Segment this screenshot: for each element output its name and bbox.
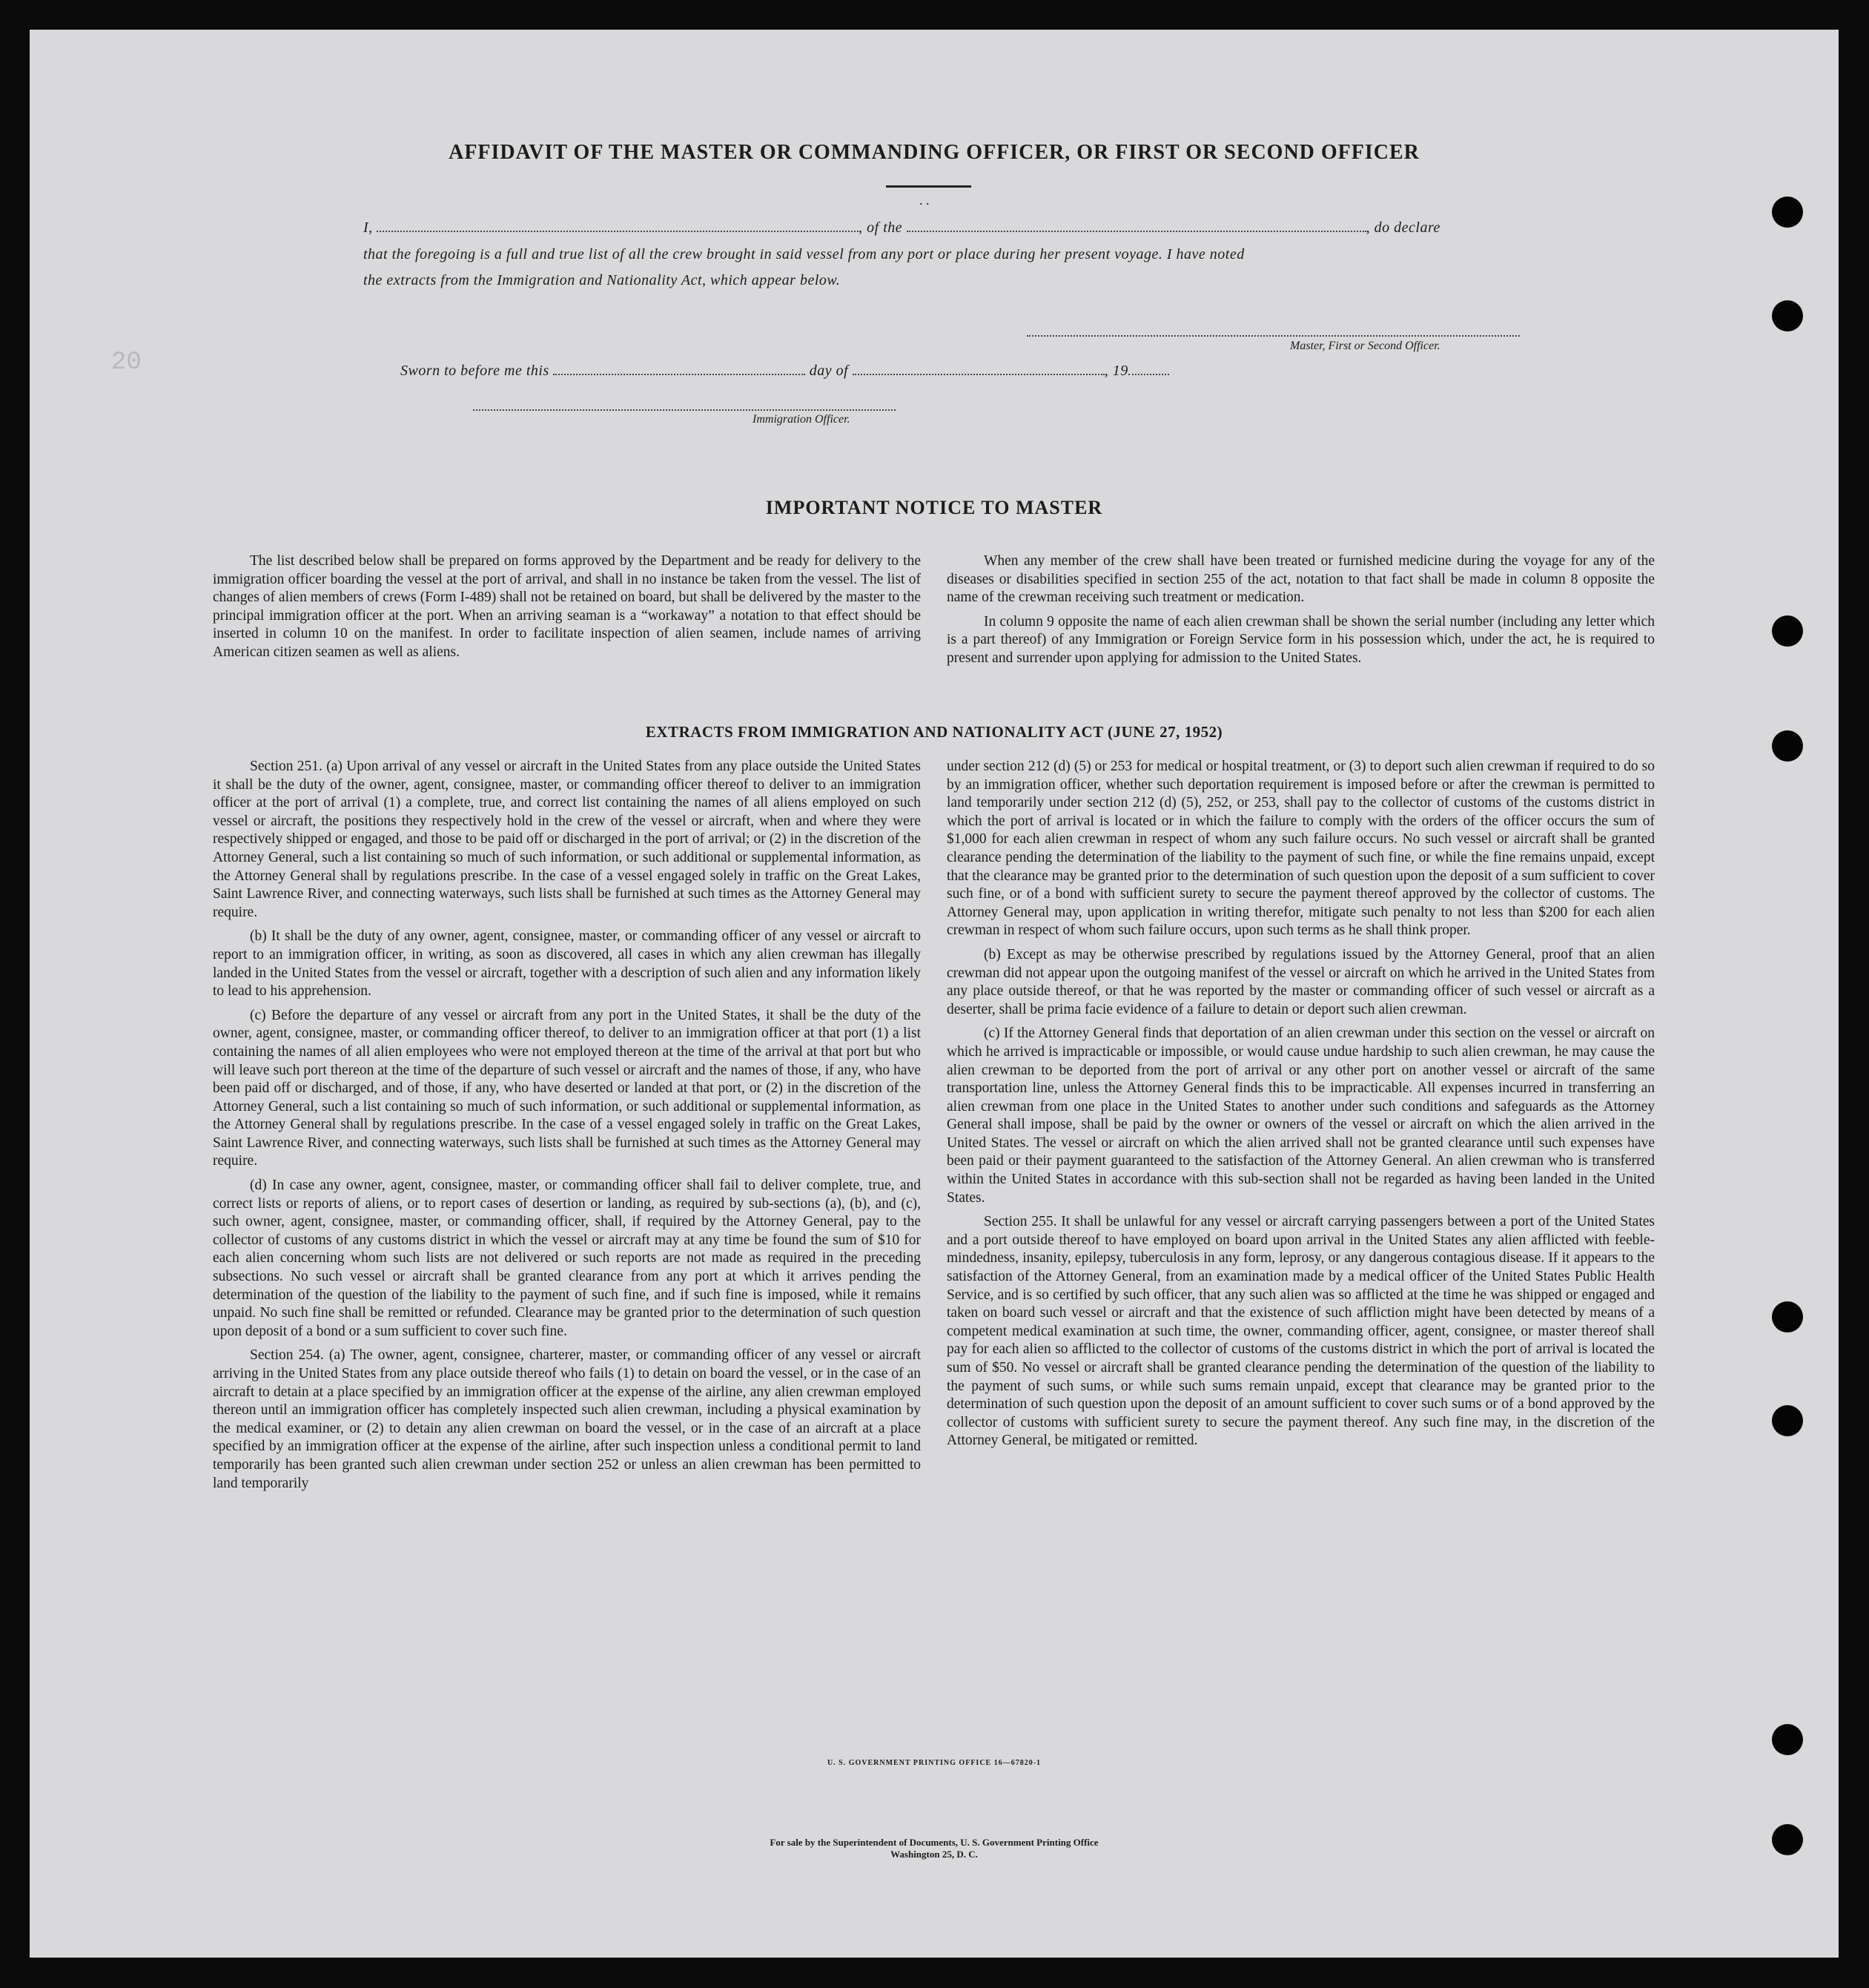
master-signature-line[interactable] xyxy=(1027,335,1520,337)
extracts-title: EXTRACTS FROM IMMIGRATION AND NATIONALITY ACT (JUNE 27, 1952) xyxy=(645,723,1223,741)
year-prefix-text: , 19 xyxy=(1104,363,1128,379)
extract-paragraph: under section 212 (d) (5) or 253 for medical or hospital treatment, or (3) to deport such alien crewman if required to do so by an immigration officer, whether such deportation requirement is imposed before or after the crewman is permitted to land temporarily under section 212 (d) (5), 252, or 253, shall pay to the collector of customs of the customs district in which the port of arrival is located or in which the failure to comply with the orders of the officer occurs the sum of $1,000 for each alien crewman in respect of whom any such failure occurs. No such vessel or aircraft shall be granted clearance pending the determination of the liability to the payment of such fine, or while the fine remains unpaid, except that the clearance may be granted prior to the determination of such question upon the deposit of a sum sufficient to cover such fine, or of a bond with sufficient surety to secure the payment thereof approved by the collector of customs. The Attorney General may, upon application in writing therefor, mitigate such penalty to not less than $200 for each alien crewman in respect of whom such failure occurs, upon such terms as he shall think proper. xyxy=(947,759,1655,939)
printing-office-line: U. S. GOVERNMENT PRINTING OFFICE 16—67820-1 xyxy=(827,1759,1042,1767)
extract-paragraph: Section 255. It shall be unlawful for any vessel or aircraft carrying passengers between a port of the United States and a port outside thereof to have employed on board upon arrival in the United States any alien afflicted with feeble-mindedness, insanity, epilepsy, tuberculosis in any form, leprosy, or any dangerous contagious disease. If it appears to the satisfaction of the Attorney General, from an examination made by a medical officer of the United States Public Health Service, and is so certified by such officer, that any such alien was so afflicted at the time he was shipped or engaged and taken on board such vessel or aircraft and that the existence of such affliction might have been detected by means of a competent medical examination at such time, the owner, commanding officer, agent, consignee, or master thereof shall pay for each alien so afflicted to the collector of customs of the customs district in which the port of arrival is located the sum of $50. No vessel or aircraft shall be granted clearance pending the determination of the question of the liability to the payment of such sums, or while such sums remain unpaid, except that clearance may be granted prior to the determination of such question upon the deposit of an amount sufficient to cover such sums or of a bond approved by the collector of customs with sufficient surety to secure the payment thereof. Any such fine may, in the discretion of the Attorney General, be mitigated or remitted. xyxy=(947,1214,1655,1449)
notice-left-column xyxy=(213,552,921,668)
officer-signature-label: Immigration Officer. xyxy=(752,413,850,426)
punch-hole xyxy=(1772,615,1803,647)
extract-paragraph: (b) Except as may be otherwise prescribed by regulations issued by the Attorney General, proof that an alien crewman did not appear upon the outgoing manifest of the vessel or aircraft on which he arrived in the United States from any place outside thereof, or that he was reported by the master or commanding officer of such vessel or aircraft as a deserter, shall be prima facie evidence of a failure to detain or deport such alien crewman. xyxy=(947,946,1655,1017)
declarant-prefix: I, xyxy=(363,219,373,236)
sale-notice-line-1: For sale by the Superintendent of Documents, U. S. Government Printing Office xyxy=(770,1837,1099,1848)
punch-hole xyxy=(1772,197,1803,228)
sale-notice-line-2: Washington 25, D. C. xyxy=(890,1849,978,1860)
title-rule xyxy=(886,185,971,188)
punch-hole xyxy=(1772,1301,1803,1333)
declaration-line-3: the extracts from the Immigration and Nationality Act, which appear below. xyxy=(363,272,841,288)
do-declare-text: , do declare xyxy=(1366,219,1440,236)
sworn-text: Sworn to before me this xyxy=(400,363,549,379)
punch-hole xyxy=(1772,1405,1803,1436)
punch-hole xyxy=(1772,1724,1803,1755)
extract-paragraph: (c) Before the departure of any vessel or aircraft from any port in the United States, it shall be the duty of the owner, agent, consignee, master, or commanding officer thereof, to deliver to an immigration officer at that port (1) a list containing the names of all alien employees who were not employed thereon at the time of the arrival at that port but who will leave such port thereon at the time of the departure of such vessel or aircraft and the names of those, if any, who have been paid off or discharged, and of those, if any, who have deserted or landed at that port, or (2) in the discretion of the Attorney General, such a list containing so much of such information, or such additional or supplemental information, as the Attorney General shall by regulations prescribe. In the case of a vessel engaged solely in traffic on the Great Lakes, Saint Lawrence River, and connecting waterways, such lists shall be furnished at such times as the Attorney General may require. xyxy=(213,1007,921,1169)
declaration-line-2: that the foregoing is a full and true list of all the crew brought in said vessel from any port or place during her present voyage. I have noted xyxy=(363,246,1245,262)
extracts-left-column xyxy=(213,758,921,1499)
notice-paragraph: When any member of the crew shall have been treated or furnished medicine during the voyage for any of the diseases or disabilities specified in section 255 of the act, notation to that fact shall be made in column 8 opposite the name of the crewman receiving such treatment or medication. xyxy=(947,553,1655,606)
notice-right-column xyxy=(947,552,1655,674)
officer-signature-line[interactable] xyxy=(473,409,896,411)
day-of-text: day of xyxy=(809,363,849,379)
notice-paragraph: The list described below shall be prepared on forms approved by the Department and be ready for delivery to the immigration officer boarding the vessel at the port of arrival, and shall in no instance be taken from the vessel. The list of changes of alien members of crews (Form I-489) shall not be retained on board, but shall be delivered by the master to the principal immigration officer at the port. When an arriving seaman is a “workaway” a notation to that effect should be inserted in column 10 on the manifest. In order to facilitate inspection of alien seamen, include names of arriving American citizen seamen as well as aliens. xyxy=(213,553,921,660)
extract-paragraph: (d) In case any owner, agent, consignee, master, or commanding officer shall fail to deliver complete, true, and correct lists or reports of aliens, or to report cases of desertion or landing, as required by sub-sections (a), (b), and (c), such owner, agent, consignee, master, or commanding officer, shall, if required by the Attorney General, pay to the collector of customs of any customs district in which the vessel or aircraft may at any time be found the sum of $10 for each alien concerning whom such lists are not delivered or such reports are not made as required in the preceding subsections. No such vessel or aircraft shall be granted clearance from any port at which it arrives pending the determination of the question of the liability to the payment of such fine, and if such fine is imposed, while it remains unpaid. No such fine shall be remitted or refunded. Clearance may be granted prior to the determination of such question upon deposit of a bond or a sum sufficient to cover such fine. xyxy=(213,1178,921,1339)
extract-paragraph: Section 254. (a) The owner, agent, consignee, charterer, master, or commanding officer of any vessel or aircraft arriving in the United States from any place outside thereof who fails (1) to detain on board the vessel, or in the case of an aircraft to detain at a place specified by an immigration officer at the expense of the airline, any alien crewman employed thereon until an immigration officer has completely inspected such alien crewman, including a physical examination by the medical examiner, or (2) to detain any alien crewman on board the vessel, or in the case of an aircraft at a place specified by an immigration officer at the expense of the airline, after such inspection unless a conditional permit to land temporarily has been granted such alien crewman under section 252 or unless an alien crewman has been permitted to land temporarily xyxy=(213,1347,921,1491)
extracts-right-column xyxy=(947,758,1655,1456)
vessel-field[interactable] xyxy=(907,219,1366,232)
notice-paragraph: In column 9 opposite the name of each alien crewman shall be shown the serial number (including any letter which is a part thereof) of any Immigration or Foreign Service form in his possession which, under the act, he is required to present and surrender upon applying for admission to the United States. xyxy=(947,613,1655,666)
name-field[interactable] xyxy=(377,219,859,232)
extract-paragraph: (b) It shall be the duty of any owner, agent, consignee, master, or commanding officer of any vessel or aircraft to report to an immigration officer, in writing, as soon as discovered, all cases in which any alien crewman has illegally landed in the United States from the vessel or aircraft, together with a description of such alien and any information likely to lead to his apprehension. xyxy=(213,928,921,1000)
sworn-line xyxy=(400,362,1169,380)
title-dots: . . xyxy=(919,193,930,208)
sworn-month-field[interactable] xyxy=(853,362,1105,375)
extract-paragraph: Section 251. (a) Upon arrival of any vessel or aircraft in the United States from any place outside the United States it shall be the duty of the owner, agent, consignee, master, or commanding officer thereof to deliver to an immigration officer at the port of arrival (1) a complete, true, and correct list containing the names of all aliens employed on such vessel or aircraft, the positions they respectively hold in the crew of the vessel or aircraft, when and where they were respectively shipped or engaged, and those to be paid off or discharged in the port of arrival; or (2) in the discretion of the Attorney General, such a list containing so much of such information, or such additional or supplemental information, as the Attorney General shall by regulations prescribe. In the case of a vessel engaged solely in traffic on the Great Lakes, Saint Lawrence River, and connecting waterways, such lists shall be furnished at such times as the Attorney General may require. xyxy=(213,759,921,920)
margin-number: 20 xyxy=(111,349,142,377)
affidavit-title: AFFIDAVIT OF THE MASTER OR COMMANDING OFFICER, OR FIRST OR SECOND OFFICER xyxy=(449,141,1420,164)
extract-paragraph: (c) If the Attorney General finds that deportation of an alien crewman under this section on the vessel or aircraft on which he arrived is impracticable or impossible, or would cause undue hardship to such alien crewman, he may cause the alien crewman to be deported from the port of arrival or any other port on another vessel or aircraft of the same transportation line, unless the Attorney General finds this to be impracticable. All expenses incurred in transferring an alien crewman from one place in the United States to another under such conditions and safeguards as the Attorney General shall impose, shall be paid by the owner or owners of the vessel or aircraft on which the alien arrived in the United States. The vessel or aircraft on which the alien arrived shall not be granted clearance until such expenses have been paid or their payment guaranteed to the satisfaction of the Attorney General. An alien crewman who is transferred within the United States in accordance with this sub-section shall not be regarded as having been landed in the United States. xyxy=(947,1026,1655,1206)
master-signature-label: Master, First or Second Officer. xyxy=(1290,340,1440,352)
form-page xyxy=(30,30,1839,1958)
declaration-line-1 xyxy=(363,219,1440,237)
sworn-year-field[interactable] xyxy=(1128,362,1169,375)
sworn-date-field[interactable] xyxy=(553,362,805,375)
notice-title: IMPORTANT NOTICE TO MASTER xyxy=(765,497,1103,518)
of-the-text: , of the xyxy=(859,219,903,236)
punch-hole xyxy=(1772,300,1803,331)
